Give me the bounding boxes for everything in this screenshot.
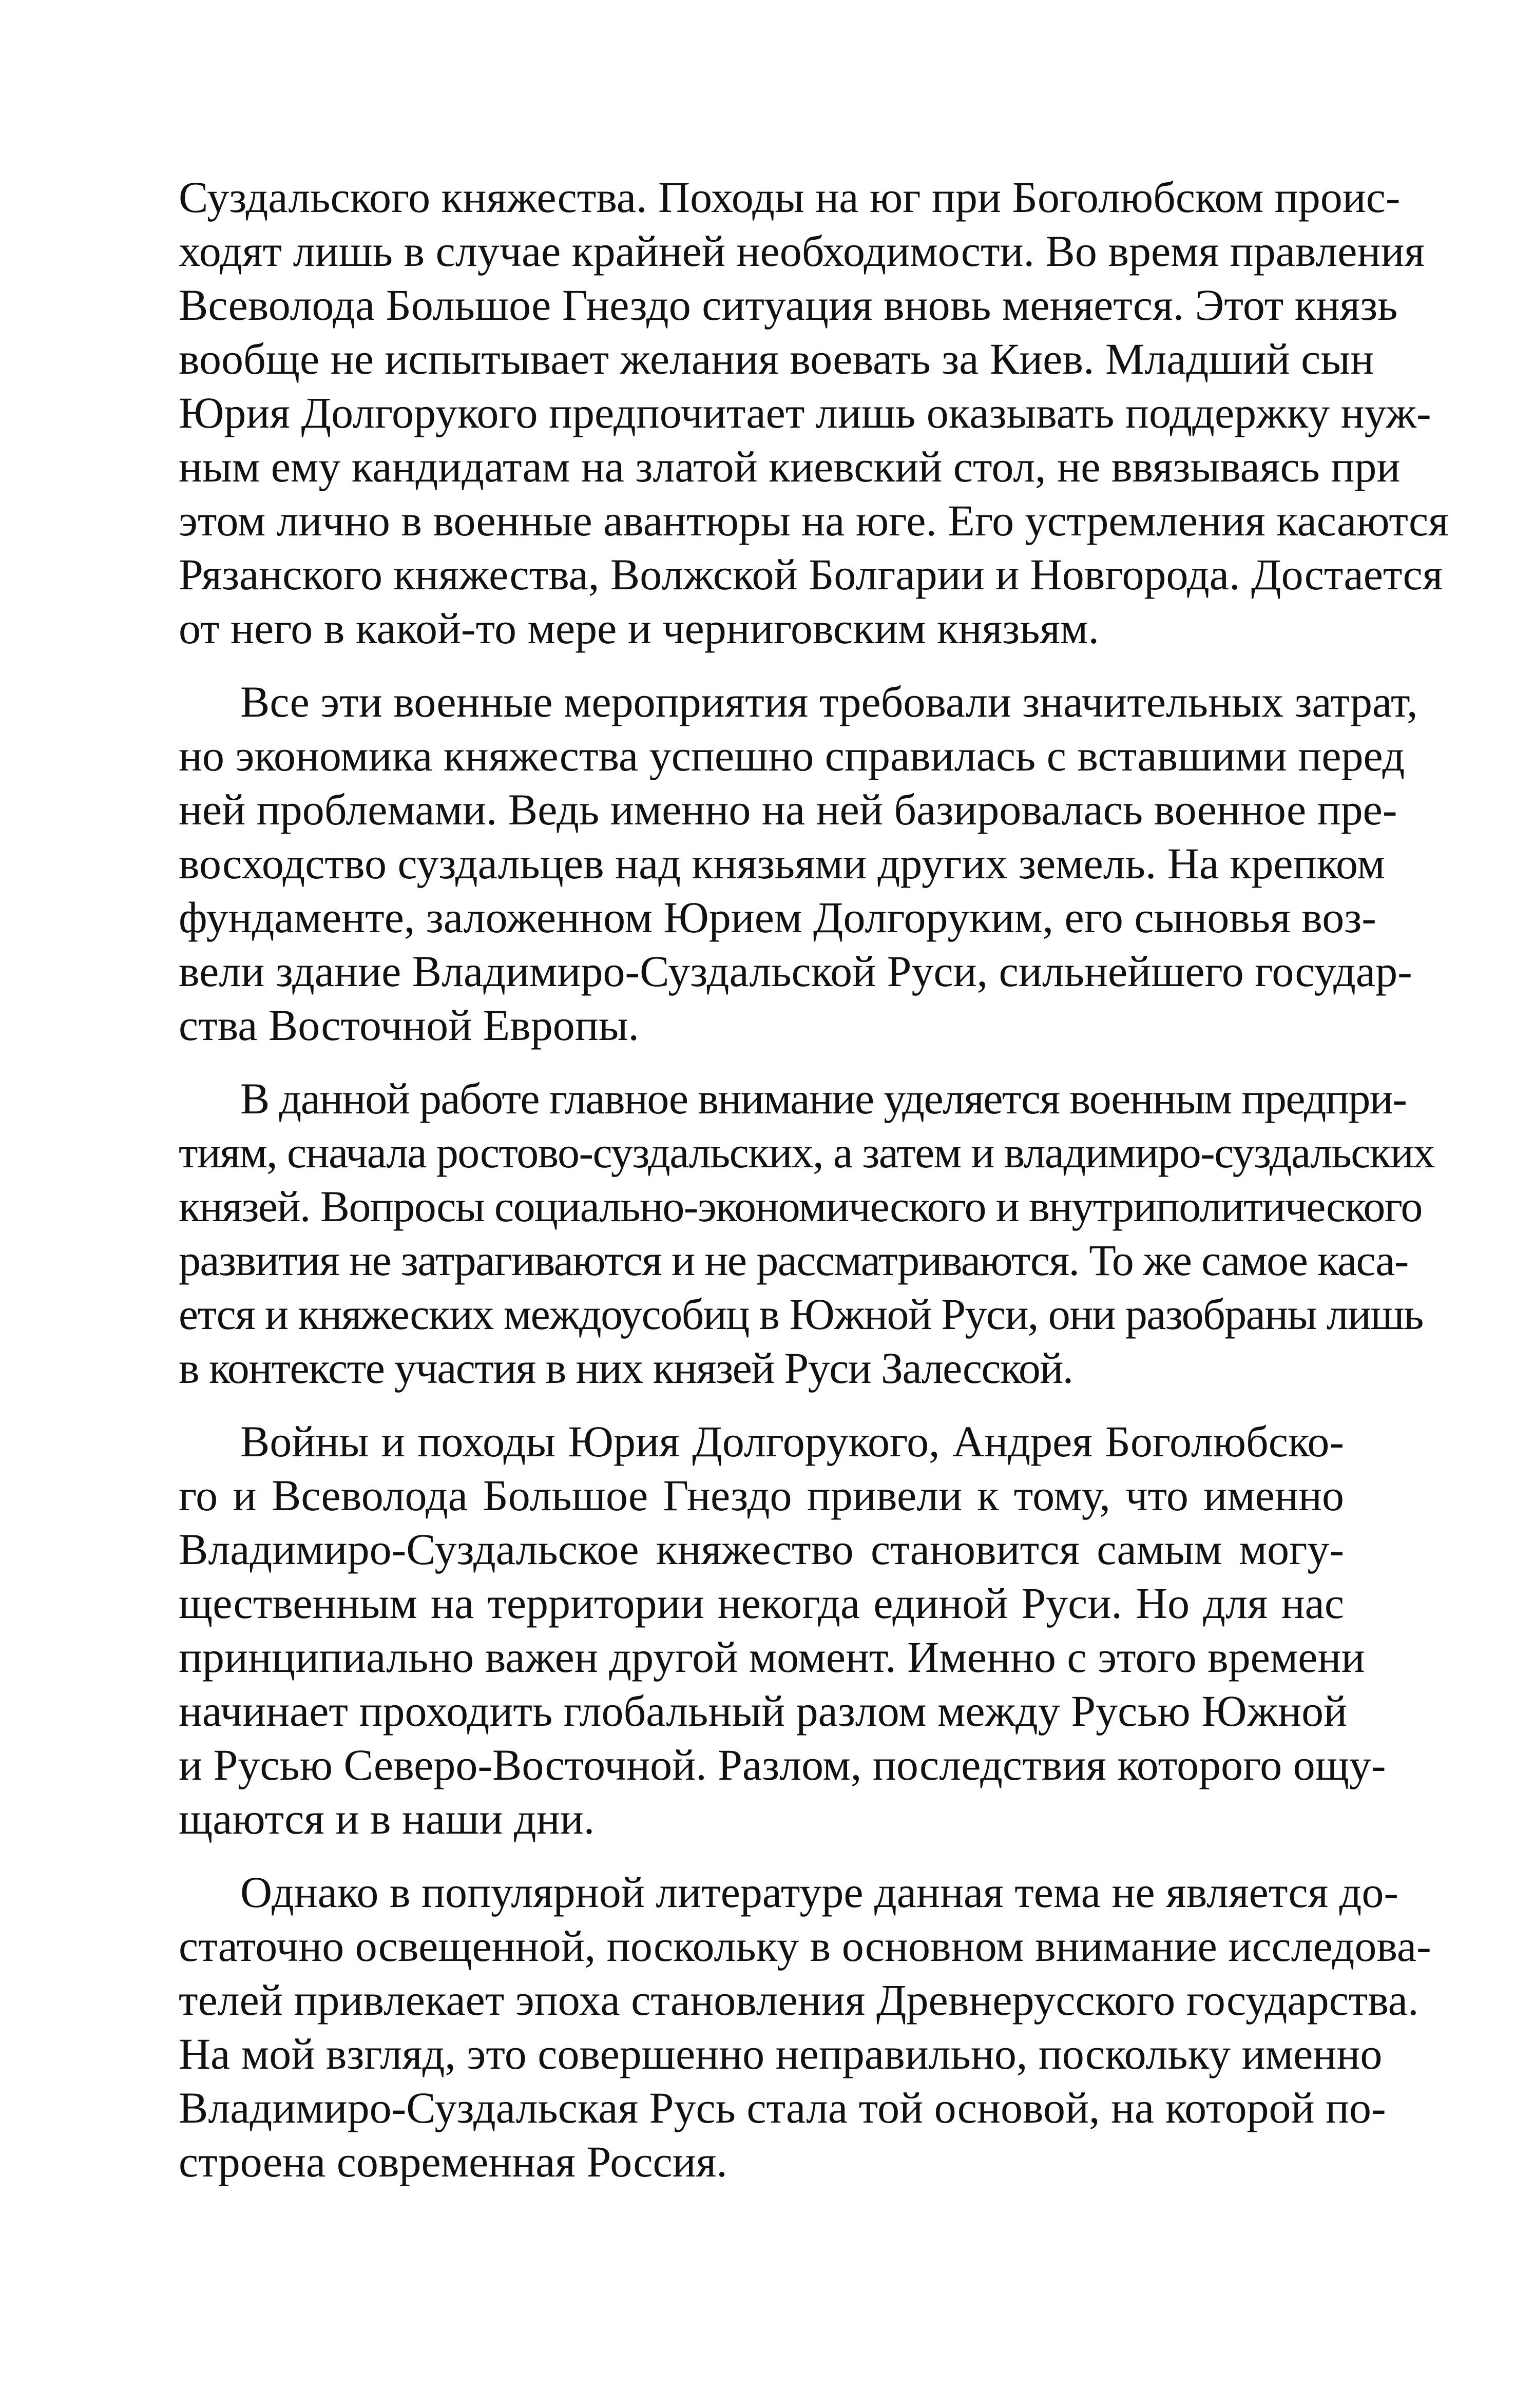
text-line: вели здание Владимиро-Суздальской Руси, сильнейшего государ-: [179, 947, 1412, 996]
text-line: На мой взгляд, это совершенно неправильно, поскольку именно: [179, 2029, 1383, 2078]
text-line: Войны и походы Юрия Долгорукого, Андрея Боголюбско-: [240, 1417, 1344, 1466]
text-line: этом лично в военные авантюры на юге. Его устремления касаются: [179, 496, 1449, 545]
text-line: телей привлекает эпоха становления Древнерусского государства.: [179, 1975, 1419, 2025]
text-line: Владимиро-Суздальское княжество становится самым могу-: [179, 1525, 1344, 1574]
text-line: принципиально важен другой момент. Именно с этого времени: [179, 1632, 1365, 1682]
text-line: статочно освещенной, поскольку в основном внимание исследова-: [179, 1921, 1431, 1971]
paragraph-4: [179, 1415, 1386, 1846]
text-line: от него в какой-то мере и черниговским князьям.: [179, 604, 1099, 653]
page-text: [179, 170, 1449, 2208]
text-line: ходят лишь в случае крайней необходимости. Во время правления: [179, 226, 1425, 276]
text-line: Юрия Долгорукого предпочитает лишь оказывать поддержку нуж-: [179, 388, 1431, 437]
text-line: развития не затрагиваются и не рассматриваются. То же самое каса-: [179, 1236, 1408, 1285]
text-line: щаются и в наши дни.: [179, 1794, 595, 1843]
text-line: в контексте участия в них князей Руси Залесской.: [179, 1343, 1073, 1393]
text-line: но экономика княжества успешно справилась с вставшими перед: [179, 731, 1405, 780]
text-line: ней проблемами. Ведь именно на ней базировалась военное пре-: [179, 785, 1397, 834]
text-line: го и Всеволода Большое Гнездо привели к тому, что именно: [179, 1471, 1344, 1520]
paragraph-5: [179, 1865, 1431, 2189]
text-line: Владимиро-Суздальская Русь стала той основой, на которой по-: [179, 2083, 1386, 2132]
text-line: ется и княжеских междоусобиц в Южной Руси, они разобраны лишь: [179, 1289, 1423, 1339]
text-line: Однако в популярной литературе данная тема не является до-: [240, 1867, 1399, 1917]
paragraph-1: [179, 170, 1449, 656]
text-line: щественным на территории некогда единой Руси. Но для нас: [179, 1578, 1344, 1628]
text-line: князей. Вопросы социально-экономического и внутриполитического: [179, 1182, 1422, 1231]
paragraph-3: [179, 1072, 1434, 1395]
paragraph-2: [179, 675, 1418, 1052]
text-line: вообще не испытывает желания воевать за Киев. Младший сын: [179, 334, 1374, 383]
text-line: и Русью Северо-Восточной. Разлом, последствия которого ощу-: [179, 1740, 1386, 1789]
text-line: фундаменте, заложенном Юрием Долгоруким, его сыновья воз-: [179, 893, 1376, 942]
text-line: В данной работе главное внимание уделяется военным предпри-: [240, 1074, 1407, 1123]
text-line: начинает проходить глобальный разлом между Русью Южной: [179, 1686, 1348, 1736]
text-line: ства Восточной Европы.: [179, 1000, 640, 1050]
text-line: тиям, сначала ростово-суздальских, а затем и владимиро-суздальских: [179, 1128, 1434, 1177]
text-line: Все эти военные мероприятия требовали значительных затрат,: [240, 677, 1418, 726]
text-line: Рязанского княжества, Волжской Болгарии и Новгорода. Достается: [179, 550, 1443, 599]
text-line: восходство суздальцев над князьями других земель. На крепком: [179, 839, 1385, 888]
text-line: Всеволода Большое Гнездо ситуация вновь меняется. Этот князь: [179, 280, 1398, 330]
text-line: ным ему кандидатам на златой киевский стол, не ввязываясь при: [179, 442, 1401, 491]
text-line: Суздальского княжества. Походы на юг при Боголюбском проис-: [179, 172, 1401, 222]
text-line: строена современная Россия.: [179, 2137, 727, 2186]
